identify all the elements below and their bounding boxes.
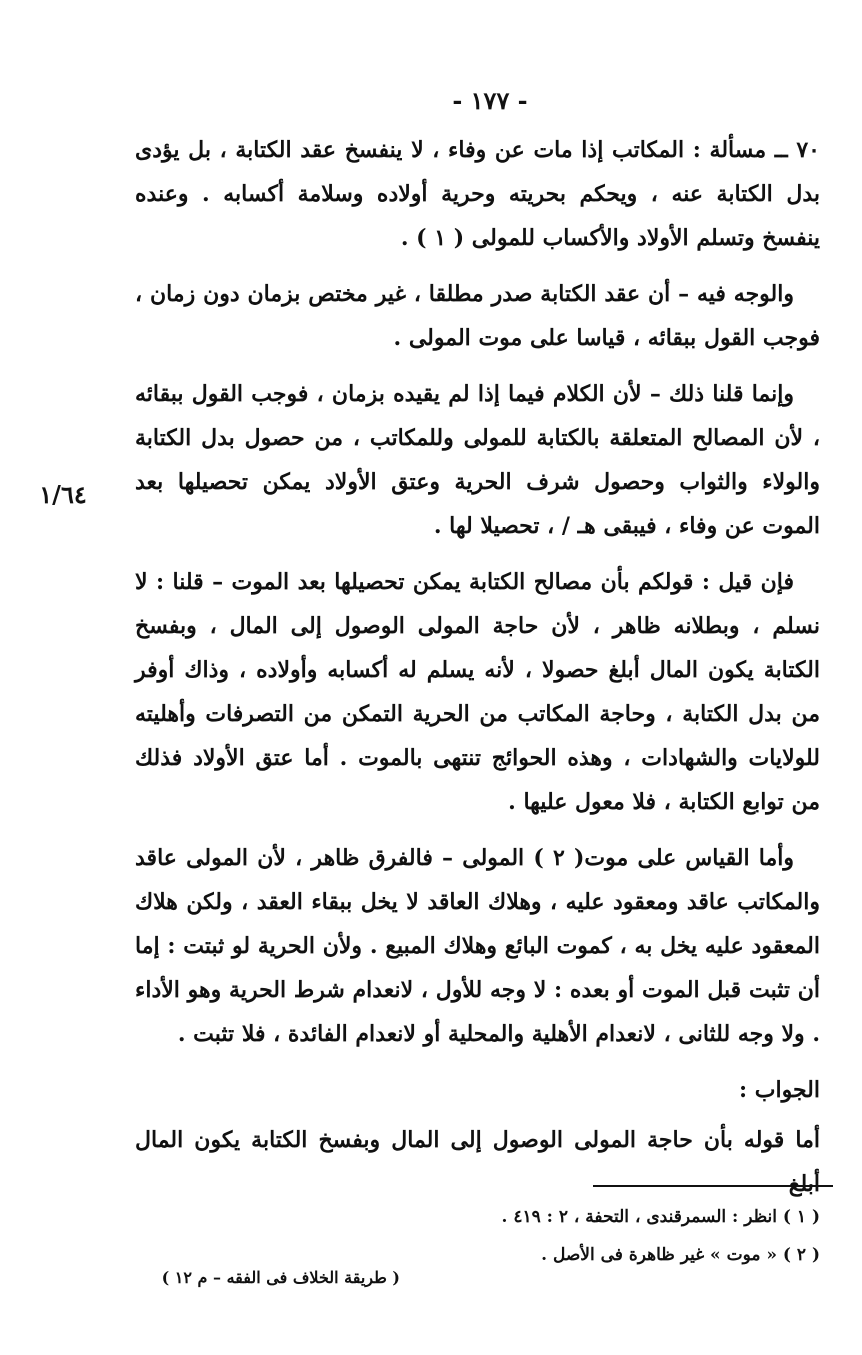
answer-line: أما قوله بأن حاجة المولى الوصول إلى المال وبفسخ الكتابة يكون المال أبلغ: [135, 1127, 820, 1197]
paragraph-reasoning: والوجه فيه – أن عقد الكتابة صدر مطلقا ، غير مختص بزمان دون زمان ، فوجب القول ببقائه ، قياسا على موت المولى .: [135, 281, 820, 351]
answer-heading: الجواب :: [739, 1077, 820, 1103]
book-signature: ( طريقة الخلاف فى الفقه – م ١٢ ): [161, 1268, 400, 1287]
footnote-divider: [593, 1185, 833, 1187]
paragraph-text: المكاتب إذا مات عن وفاء ، لا ينفسخ عقد الكتابة ، بل يؤدى بدل الكتابة عنه ، ويحكم بحريته وحرية أولاده وسلامة أكسابه . وعنده ينفسخ وتسلم الأولاد والأكساب للمولى ( ١ ) .: [135, 137, 820, 251]
paragraph-issue-70: [135, 128, 820, 260]
footnote-2: ( ٢ ) « موت » غير ظاهرة فى الأصل .: [541, 1245, 820, 1265]
main-text: [135, 128, 820, 1206]
paragraph-explanation: وإنما قلنا ذلك – لأن الكلام فيما إذا لم يقيده بزمان ، فوجب القول ببقائه ، لأن المصالح المتعلقة بالكتابة للمولى وللمكاتب ، من حصول بدل الكتابة والولاء والثواب وحصول شرف الحرية وعتق الأولاد يمكن تحصيلها بعد الموت عن وفاء ، فيبقى هـ / ، تحصيلا لها .: [135, 381, 820, 539]
paragraph-analogy: وأما القياس على موت( ٢ ) المولى – فالفرق ظاهر ، لأن المولى عاقد والمكاتب عاقد ومعقود عليه ، وهلاك العاقد لا يخل ببقاء العقد ، ولكن هلاك المعقود عليه يخل به ، كموت البائع وهلاك المبيع . ولأن الحرية لو ثبتت : إما أن تثبت قبل الموت أو بعده : لا وجه للأول ، لانعدام شرط الحرية وهو الأداء . ولا وجه للثانى ، لانعدام الأهلية والمحلية أو لانعدام الفائدة ، فلا تثبت .: [135, 845, 820, 1047]
footnotes: [135, 1198, 820, 1274]
manuscript-folio-reference: ١/٦٤: [39, 480, 87, 509]
page-number: - ١٧٧ -: [452, 86, 528, 115]
paragraph-objection: فإن قيل : قولكم بأن مصالح الكتابة يمكن تحصيلها بعد الموت – قلنا : لا نسلم ، وبطلانه ظاهر ، لأن حاجة المولى الوصول إلى المال ، وبفسخ الكتابة يكون المال أبلغ حصولا ، لأنه يسلم له أكسابه وأولاده ، وذاك أوفر من بدل الكتابة ، وحاجة المكاتب من الحرية التمكن من التصرفات وأهليته للولايات والشهادات ، وهذه الحوائج تنتهى بالموت . أما عتق الأولاد فذلك من توابع الكتابة ، فلا معول عليها .: [135, 569, 820, 815]
footnote-1: ( ١ ) انظر : السمرقندى ، التحفة ، ٢ : ٤١٩ .: [501, 1207, 820, 1227]
issue-lead: ٧٠ ــ مسألة :: [692, 137, 820, 163]
